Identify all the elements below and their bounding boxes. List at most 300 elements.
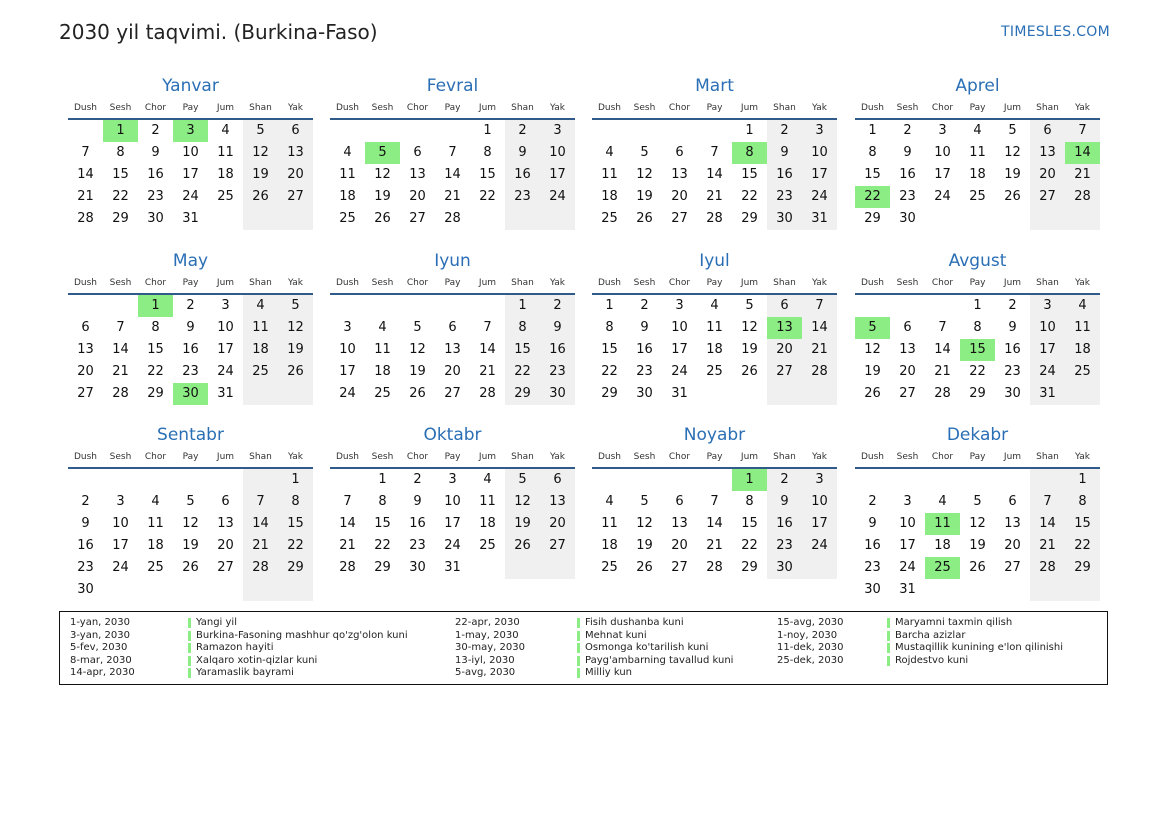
calendar-day: 5 (745, 298, 754, 313)
empty-day (925, 469, 960, 491)
calendar-day: 10 (671, 320, 688, 335)
calendar-day: 16 (1004, 342, 1021, 357)
calendar-day: 12 (409, 342, 426, 357)
empty-day (540, 208, 575, 230)
week-row (592, 339, 837, 361)
holiday-name: Barcha azizlar (895, 629, 966, 641)
empty-day (925, 208, 960, 230)
weekend-day: 8 (505, 317, 540, 339)
empty-day (138, 579, 173, 601)
month-dekabr (855, 423, 1100, 601)
week-row (68, 513, 313, 535)
weekend-day: 9 (505, 142, 540, 164)
weekend-day: 19 (505, 513, 540, 535)
calendar-day: 21 (479, 364, 496, 379)
calendar-day: 6 (675, 145, 684, 160)
weekend-day: 31 (1030, 383, 1065, 405)
week-row (855, 317, 1100, 339)
weekend-day: 15 (505, 339, 540, 361)
calendar-day: 12 (969, 516, 986, 531)
weekday-label: Pay (969, 452, 986, 462)
legend-item (70, 630, 408, 643)
weekday-label: Pay (182, 103, 199, 113)
month-aprel (855, 74, 1100, 230)
week-row (855, 208, 1100, 230)
week-row (68, 535, 313, 557)
empty-day (995, 579, 1030, 601)
weekend-day: 28 (1030, 557, 1065, 579)
empty-day (697, 469, 732, 491)
calendar-day: 17 (899, 538, 916, 553)
week-row (68, 339, 313, 361)
month-name: Yanvar (162, 76, 219, 96)
weekday-label: Chor (144, 452, 167, 462)
holiday-date: 1-may, 2030 (455, 629, 519, 641)
holiday-legend (59, 611, 1108, 685)
weekday-label: Yak (1075, 452, 1090, 462)
legend-item (777, 655, 1063, 668)
weekday-label: Pay (706, 452, 723, 462)
holiday-marker (577, 618, 580, 628)
calendar-day: 12 (741, 320, 758, 335)
calendar-day: 2 (868, 494, 877, 509)
weekend-day: 24 (540, 186, 575, 208)
calendar-day: 6 (448, 320, 457, 335)
holiday-name: Osmonga ko'tarilish kuni (585, 642, 709, 654)
calendar-day: 22 (601, 364, 618, 379)
week-row (592, 469, 837, 491)
calendar-day: 10 (112, 516, 129, 531)
week-row (68, 295, 313, 317)
month-yanvar (68, 74, 313, 230)
calendar-day: 25 (217, 189, 234, 204)
calendar-day: 5 (973, 494, 982, 509)
calendar-day: 13 (671, 167, 688, 182)
calendar-day: 19 (182, 538, 199, 553)
week-row (330, 383, 575, 405)
weekday-label: Jum (478, 103, 497, 113)
calendar-day: 17 (182, 167, 199, 182)
calendar-day: 28 (479, 386, 496, 401)
holiday-marker (188, 668, 191, 678)
calendar-day: 24 (339, 386, 356, 401)
empty-day (470, 295, 505, 317)
holiday-date: 13-iyl, 2030 (455, 654, 515, 666)
month-name: Dekabr (946, 425, 1009, 445)
weekend-day: 8 (278, 491, 313, 513)
weekend-day: 22 (278, 535, 313, 557)
weekend-day: 14 (243, 513, 278, 535)
calendar-day: 6 (413, 145, 422, 160)
weekend-day: 15 (1065, 513, 1100, 535)
week-row (855, 469, 1100, 491)
weekday-label: Dush (597, 103, 622, 113)
weekend-day: 17 (802, 513, 837, 535)
calendar-day: 28 (112, 386, 129, 401)
week-row (592, 513, 837, 535)
calendar-day: 13 (409, 167, 426, 182)
holiday-marker (887, 643, 890, 653)
weekday-label: Shan (511, 278, 534, 288)
week-row (592, 557, 837, 579)
weekend-day: 27 (767, 361, 802, 383)
weekend-day: 23 (540, 361, 575, 383)
calendar-day: 22 (741, 189, 758, 204)
holiday-day: 1 (732, 469, 767, 491)
calendar-day: 8 (116, 145, 125, 160)
calendar-day: 6 (221, 494, 230, 509)
weekend-day: 28 (243, 557, 278, 579)
calendar-day: 8 (605, 320, 614, 335)
calendar-day: 31 (217, 386, 234, 401)
calendar-day: 12 (1004, 145, 1021, 160)
week-row (68, 469, 313, 491)
holiday-date: 8-mar, 2030 (70, 654, 132, 666)
calendar-day: 17 (671, 342, 688, 357)
calendar-day: 26 (864, 386, 881, 401)
calendar-day: 14 (934, 342, 951, 357)
weekday-header (68, 98, 313, 120)
empty-day (627, 120, 662, 142)
months-grid (68, 74, 1103, 604)
calendar-day: 27 (671, 560, 688, 575)
calendar-day: 13 (217, 516, 234, 531)
weekday-label: Dush (335, 103, 360, 113)
week-row (68, 361, 313, 383)
holiday-date: 5-avg, 2030 (455, 667, 516, 679)
weekday-label: Yak (550, 103, 565, 113)
week-row (330, 164, 575, 186)
week-row (330, 339, 575, 361)
holiday-name: Payg'ambarning tavallud kuni (585, 654, 734, 666)
calendar-day: 27 (217, 560, 234, 575)
weekend-day: 9 (767, 491, 802, 513)
calendar-day: 10 (899, 516, 916, 531)
holiday-day: 15 (960, 339, 995, 361)
empty-day (697, 383, 732, 405)
weekday-label: Sesh (371, 452, 394, 462)
week-row (855, 383, 1100, 405)
weekend-day: 10 (802, 142, 837, 164)
weekend-day: 3 (540, 120, 575, 142)
legend-item (70, 667, 408, 680)
calendar-day: 7 (448, 145, 457, 160)
legend-item (777, 642, 1063, 655)
calendar-day: 29 (112, 211, 129, 226)
weekend-day: 8 (1065, 491, 1100, 513)
calendar-day: 1 (378, 472, 387, 487)
calendar-day: 8 (151, 320, 160, 335)
weekend-day: 30 (767, 208, 802, 230)
week-row (855, 295, 1100, 317)
calendar-day: 31 (899, 582, 916, 597)
week-row (330, 142, 575, 164)
calendar-day: 18 (147, 538, 164, 553)
weekday-label: Yak (288, 278, 303, 288)
holiday-marker (887, 631, 890, 641)
empty-day (330, 120, 365, 142)
legend-item (455, 630, 733, 643)
weekday-header (68, 273, 313, 295)
weekend-day: 20 (1030, 164, 1065, 186)
calendar-day: 15 (864, 167, 881, 182)
weekend-day: 4 (243, 295, 278, 317)
weekday-label: Sesh (371, 278, 394, 288)
calendar-day: 17 (934, 167, 951, 182)
weekend-day: 7 (1030, 491, 1065, 513)
holiday-marker (577, 631, 580, 641)
holiday-marker (188, 643, 191, 653)
calendar-day: 13 (77, 342, 94, 357)
weekend-day: 27 (540, 535, 575, 557)
weekend-day: 3 (1030, 295, 1065, 317)
empty-day (243, 208, 278, 230)
weekend-day: 20 (540, 513, 575, 535)
empty-day (435, 120, 470, 142)
empty-day (1065, 579, 1100, 601)
legend-item (777, 630, 1063, 643)
weekend-day: 15 (278, 513, 313, 535)
weekday-label: Chor (406, 452, 429, 462)
calendar-day: 26 (969, 560, 986, 575)
weekday-header (68, 447, 313, 469)
weekday-label: Dush (73, 103, 98, 113)
calendar-day: 8 (745, 494, 754, 509)
calendar-day: 26 (1004, 189, 1021, 204)
calendar-day: 9 (186, 320, 195, 335)
month-name: May (172, 251, 209, 271)
empty-day (470, 208, 505, 230)
calendar-day: 24 (444, 538, 461, 553)
calendar-day: 22 (479, 189, 496, 204)
empty-day (505, 208, 540, 230)
empty-day (1030, 469, 1065, 491)
calendar-day: 12 (182, 516, 199, 531)
calendar-day: 3 (938, 123, 947, 138)
empty-day (278, 208, 313, 230)
weekend-day: 21 (243, 535, 278, 557)
calendar-day: 7 (483, 320, 492, 335)
calendar-day: 29 (147, 386, 164, 401)
empty-day (208, 579, 243, 601)
weekend-day: 16 (540, 339, 575, 361)
holiday-day: 22 (855, 186, 890, 208)
calendar-day: 31 (444, 560, 461, 575)
calendar-day: 7 (343, 494, 352, 509)
weekday-label: Jum (740, 278, 759, 288)
calendar-day: 12 (374, 167, 391, 182)
weekday-label: Yak (288, 452, 303, 462)
legend-item (70, 655, 408, 668)
weekend-day: 14 (1030, 513, 1065, 535)
calendar-day: 21 (706, 189, 723, 204)
holiday-date: 14-apr, 2030 (70, 667, 135, 679)
calendar-day: 14 (706, 167, 723, 182)
week-row (68, 317, 313, 339)
week-row (68, 142, 313, 164)
weekday-label: Shan (773, 452, 796, 462)
calendar-day: 6 (675, 494, 684, 509)
month-iyul (592, 249, 837, 405)
month-name: Mart (695, 76, 734, 96)
weekend-day: 12 (243, 142, 278, 164)
weekday-label: Chor (668, 278, 691, 288)
calendar-day: 4 (378, 320, 387, 335)
brand-link[interactable]: TIMESLES.COM (1001, 24, 1110, 40)
weekend-day: 5 (278, 295, 313, 317)
month-avgust (855, 249, 1100, 405)
empty-day (138, 469, 173, 491)
legend-item (455, 667, 733, 680)
calendar-day: 30 (864, 582, 881, 597)
weekday-label: Dush (597, 278, 622, 288)
weekend-day: 18 (243, 339, 278, 361)
empty-day (208, 208, 243, 230)
week-row (68, 164, 313, 186)
empty-day (330, 295, 365, 317)
calendar-day: 23 (409, 538, 426, 553)
week-row (592, 535, 837, 557)
calendar-day: 7 (710, 145, 719, 160)
weekend-day: 6 (1030, 120, 1065, 142)
holiday-day: 14 (1065, 142, 1100, 164)
weekday-label: Yak (550, 278, 565, 288)
calendar-day: 18 (374, 364, 391, 379)
calendar-day: 18 (934, 538, 951, 553)
holiday-date: 30-may, 2030 (455, 642, 525, 654)
weekday-header (330, 447, 575, 469)
month-fevral (330, 74, 575, 230)
calendar-day: 24 (182, 189, 199, 204)
calendar-day: 22 (741, 538, 758, 553)
holiday-date: 5-fev, 2030 (70, 642, 128, 654)
month-noyabr (592, 423, 837, 579)
empty-day (995, 208, 1030, 230)
calendar-day: 15 (479, 167, 496, 182)
weekday-label: Sesh (896, 452, 919, 462)
week-row (592, 491, 837, 513)
weekday-label: Pay (444, 278, 461, 288)
calendar-day: 13 (444, 342, 461, 357)
weekday-label: Yak (288, 103, 303, 113)
month-mart (592, 74, 837, 230)
week-row (68, 557, 313, 579)
weekday-label: Chor (931, 103, 954, 113)
calendar-day: 21 (112, 364, 129, 379)
weekend-day: 18 (1065, 339, 1100, 361)
month-name: Iyul (699, 251, 730, 271)
calendar-day: 28 (339, 560, 356, 575)
weekday-label: Sesh (109, 103, 132, 113)
legend-item (455, 642, 733, 655)
calendar-day: 20 (77, 364, 94, 379)
week-row (855, 579, 1100, 601)
holiday-marker (577, 643, 580, 653)
calendar-day: 24 (112, 560, 129, 575)
calendar-day: 18 (479, 516, 496, 531)
calendar-day: 24 (899, 560, 916, 575)
holiday-day: 5 (365, 142, 400, 164)
holiday-marker (577, 668, 580, 678)
calendar-day: 26 (374, 211, 391, 226)
month-name: Avgust (948, 251, 1007, 271)
empty-day (592, 469, 627, 491)
calendar-day: 16 (147, 167, 164, 182)
empty-day (732, 383, 767, 405)
week-row (592, 208, 837, 230)
holiday-name: Mehnat kuni (585, 629, 647, 641)
calendar-day: 19 (741, 342, 758, 357)
weekday-label: Dush (597, 452, 622, 462)
calendar-day: 18 (217, 167, 234, 182)
holiday-marker (188, 618, 191, 628)
month-may (68, 249, 313, 405)
empty-day (243, 469, 278, 491)
weekday-label: Shan (511, 452, 534, 462)
empty-day (365, 120, 400, 142)
calendar-day: 11 (601, 167, 618, 182)
calendar-day: 6 (1008, 494, 1017, 509)
calendar-day: 22 (374, 538, 391, 553)
calendar-day: 11 (969, 145, 986, 160)
weekday-label: Jum (478, 452, 497, 462)
calendar-day: 16 (864, 538, 881, 553)
holiday-date: 1-noy, 2030 (777, 629, 838, 641)
calendar-day: 9 (413, 494, 422, 509)
empty-day (802, 383, 837, 405)
week-row (330, 317, 575, 339)
weekend-day: 2 (540, 295, 575, 317)
weekend-day: 10 (540, 142, 575, 164)
weekend-day: 10 (802, 491, 837, 513)
calendar-day: 18 (706, 342, 723, 357)
calendar-day: 10 (339, 342, 356, 357)
weekend-day: 6 (540, 469, 575, 491)
calendar-day: 4 (221, 123, 230, 138)
holiday-marker (887, 618, 890, 628)
weekday-label: Pay (182, 278, 199, 288)
weekday-label: Jum (740, 103, 759, 113)
calendar-day: 25 (479, 538, 496, 553)
legend-column (777, 617, 1063, 667)
legend-item (455, 655, 733, 668)
weekend-day: 17 (540, 164, 575, 186)
empty-day (960, 469, 995, 491)
holiday-date: 25-dek, 2030 (777, 654, 844, 666)
calendar-day: 24 (671, 364, 688, 379)
week-row (330, 208, 575, 230)
holiday-date: 15-avg, 2030 (777, 617, 844, 628)
calendar-day: 2 (413, 472, 422, 487)
calendar-day: 13 (1004, 516, 1021, 531)
calendar-day: 29 (969, 386, 986, 401)
weekday-label: Pay (706, 278, 723, 288)
weekday-label: Dush (73, 278, 98, 288)
calendar-day: 20 (409, 189, 426, 204)
calendar-day: 2 (640, 298, 649, 313)
empty-day (1065, 383, 1100, 405)
weekend-day: 24 (802, 535, 837, 557)
empty-day (330, 469, 365, 491)
calendar-day: 9 (81, 516, 90, 531)
holiday-date: 3-yan, 2030 (70, 629, 130, 641)
week-row (592, 361, 837, 383)
calendar-day: 9 (1008, 320, 1017, 335)
week-row (855, 186, 1100, 208)
week-row (855, 164, 1100, 186)
calendar-day: 5 (413, 320, 422, 335)
weekend-day: 22 (1065, 535, 1100, 557)
